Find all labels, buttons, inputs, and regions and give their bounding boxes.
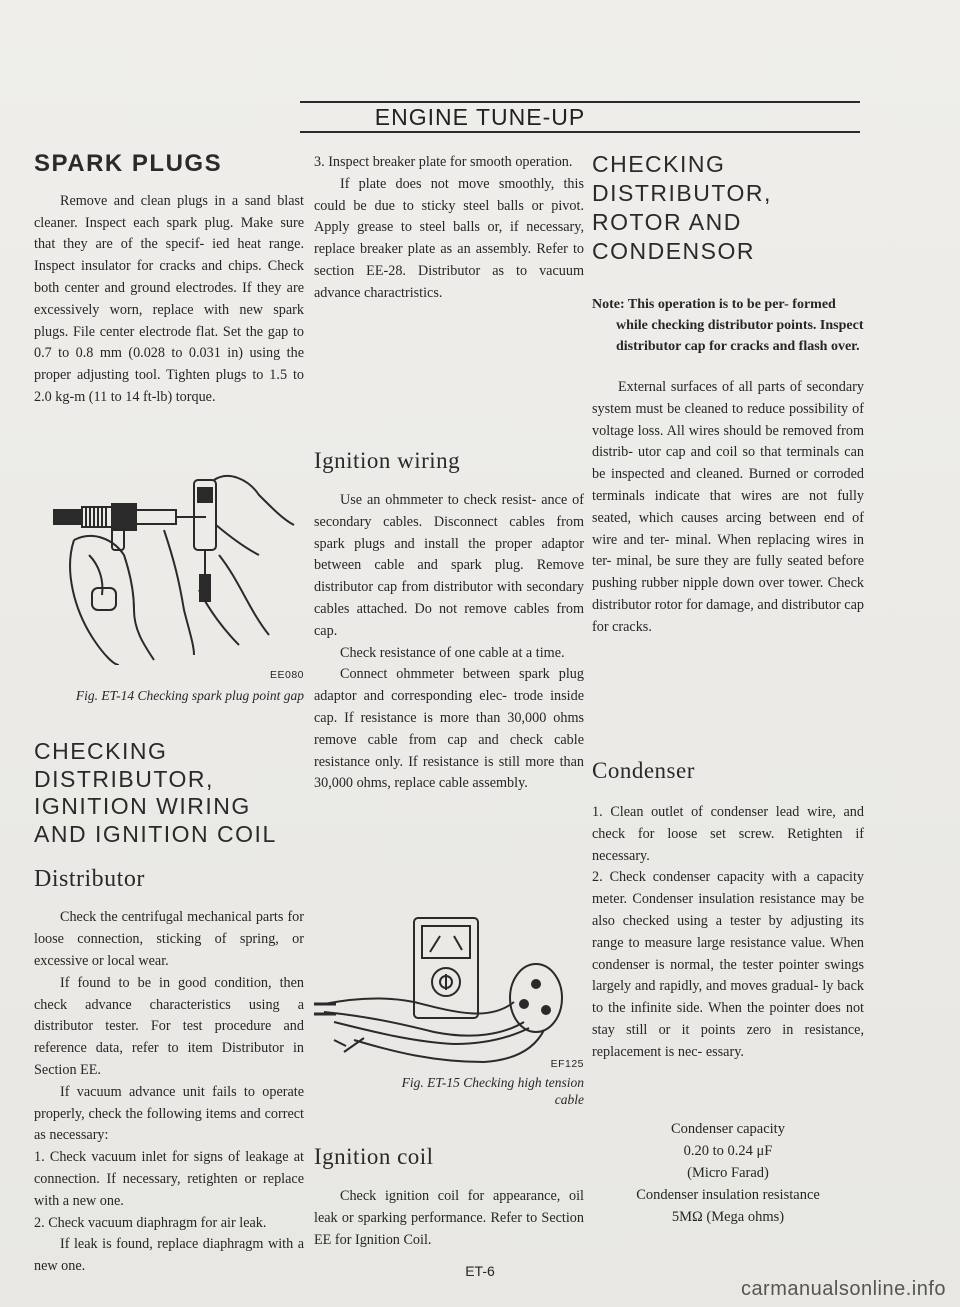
- note-label: Note:: [592, 297, 625, 312]
- spec-capacity-value: 0.20 to 0.24 μF: [683, 1143, 773, 1159]
- note-text: This operation is to be per- formed while checking distributor points. Inspect distributor cap for cracks and flash over.: [616, 297, 864, 354]
- fig-et14-caption: Fig. ET-14 Checking spark plug point gap: [75, 688, 304, 703]
- rotor-heading-line-1: CHECKING: [592, 151, 726, 177]
- checking-heading-line-4: AND IGNITION COIL: [34, 820, 277, 847]
- ignition-wiring-heading: Ignition wiring: [314, 448, 461, 473]
- spec-insulation-label: Condenser insulation resistance: [636, 1187, 820, 1203]
- page-header-title: ENGINE TUNE-UP: [374, 104, 586, 130]
- header-rule-top: [300, 101, 860, 103]
- ignition-coil-heading: Ignition coil: [314, 1144, 434, 1169]
- checking-distributor-heading: [34, 738, 304, 848]
- site-watermark: carmanualsonline.info: [740, 1278, 946, 1300]
- middle-column-coil: [314, 1144, 584, 1251]
- distributor-paragraph-2: If found to be in good condition, then check advance characteristics using a distributor tester. For test procedure and reference data, refer to item Distributor in Section EE.: [34, 974, 304, 1078]
- right-column: [592, 150, 864, 639]
- distributor-item-2: 2. Check vacuum diaphragm for air leak.: [34, 1214, 267, 1231]
- ignition-wiring-paragraph-2: Check resistance of one cable at a time.: [340, 644, 565, 661]
- condenser-item-1: 1. Clean outlet of condenser lead wire, and check for loose set screw. Retighten if necessary.: [592, 804, 864, 864]
- condenser-specs: [592, 1118, 864, 1228]
- fig-et14-code: EE080: [269, 669, 304, 681]
- checking-rotor-heading: [592, 150, 864, 266]
- distributor-paragraph-4: If leak is found, replace diaphragm with a new one.: [34, 1236, 304, 1275]
- left-column: [34, 150, 304, 409]
- header-rule-bottom: [300, 131, 860, 133]
- rotor-heading-line-2: DISTRIBUTOR,: [592, 180, 772, 206]
- middle-column-wiring: [314, 448, 584, 795]
- breaker-plate-item-3: 3. Inspect breaker plate for smooth operation.: [314, 154, 573, 170]
- distributor-paragraph-3: If vacuum advance unit fails to operate properly, check the following items and correct as necessary:: [34, 1083, 304, 1144]
- ignition-coil-paragraph: Check ignition coil for appearance, oil leak or sparking performance. Refer to Section EE for Ignition Coil.: [314, 1188, 584, 1248]
- page-number: ET-6: [465, 1263, 495, 1279]
- checking-heading-line-1: CHECKING: [34, 738, 168, 764]
- condenser-item-2: 2. Check condenser capacity with a capacity meter. Condenser insulation resistance may be also checked using a tester by adjusting its range to measure large resistance value. When condenser is normal, the tester pointer swings largely and rapidly, and moves gradual- ly back to the infinite side. When the pointer does not stay still or it points zero in resistance, replacement is nec- essary.: [592, 869, 864, 1060]
- spec-capacity-unit: (Micro Farad): [687, 1165, 769, 1181]
- spark-plugs-heading: SPARK PLUGS: [34, 150, 223, 177]
- figure-et15: [314, 912, 584, 1108]
- spec-insulation-value: 5MΩ (Mega ohms): [671, 1209, 785, 1225]
- rotor-heading-line-4: CONDENSOR: [592, 238, 756, 264]
- ignition-wiring-paragraph-1: Use an ohmmeter to check resist- ance of secondary cables. Disconnect cables from spark plugs and install the proper adaptor between cable and spark plug. Remove distributor cap from distributor with secondary cables attached. Do not remove cables from cap.: [314, 492, 584, 639]
- spark-plugs-paragraph: Remove and clean plugs in a sand blast cleaner. Inspect each spark plug. Make sure that they are of the specif- ied heat range. Inspect insulator for cracks and chips. Check both center and ground electrodes. If they are excessively worn, replace with new spark plugs. File center electrode flat. Set the gap to 0.7 to 0.8 mm (0.028 to 0.031 in) using the proper adjusting tool. Tighten plugs to 1.5 to 2.0 kg-m (11 to 14 ft-lb) torque.: [34, 192, 304, 405]
- rotor-heading-line-3: ROTOR AND: [592, 209, 742, 235]
- checking-heading-line-3: IGNITION WIRING: [34, 793, 251, 820]
- left-column-lower: [34, 738, 304, 1278]
- distributor-paragraph-1: Check the centrifugal mechanical parts for loose connection, sticking of spring, or excessive or local wear.: [34, 909, 304, 969]
- breaker-plate-paragraph: If plate does not move smoothly, this could be due to sticky steel balls or pivot. Apply grease to steel balls or, if necessary, replace breaker plate as an assembly. Refer to section EE-28. Distributor as to vacuum advance charactristics.: [314, 175, 584, 301]
- figure-et14: [34, 470, 304, 704]
- fig-et15-code: EF125: [550, 1058, 584, 1070]
- distributor-item-1: 1. Check vacuum inlet for signs of leakage at connection. If necessary, retighten or replace with a new one.: [34, 1149, 304, 1209]
- external-surfaces-paragraph: External surfaces of all parts of secondary system must be cleaned to reduce possibility of voltage loss. All wires should be removed from distrib- utor cap and coil so that terminals can be inspected and cleaned. Burned or corroded terminals indicate that wires are not fully seated, which causes arcing between end of wire and ter- minal. When replacing wires in ter- minal, be sure they are fully seated before pushing rubber nipple down over tower. Check distributor rotor for damage, and distributor cap for cracks.: [592, 379, 864, 635]
- note-block: [592, 294, 864, 357]
- right-column-condenser: [592, 758, 864, 1064]
- ignition-wiring-paragraph-3: Connect ohmmeter between spark plug adaptor and corresponding elec- trode inside cap. If resistance is more than 30,000 ohms remove cable from cap and check cable resistance only. If resistance is still more than 30,000 ohms, replace cable assembly.: [314, 666, 584, 792]
- distributor-heading: Distributor: [34, 866, 145, 893]
- spark-plug-gap-illustration: [34, 470, 304, 665]
- condenser-heading: Condenser: [592, 758, 695, 783]
- checking-heading-line-2: DISTRIBUTOR,: [34, 765, 214, 792]
- middle-column: [314, 152, 584, 305]
- fig-et15-caption: Fig. ET-15 Checking high tension cable: [401, 1075, 584, 1107]
- spec-capacity-label: Condenser capacity: [671, 1121, 785, 1137]
- ohmmeter-cable-illustration: [314, 912, 584, 1072]
